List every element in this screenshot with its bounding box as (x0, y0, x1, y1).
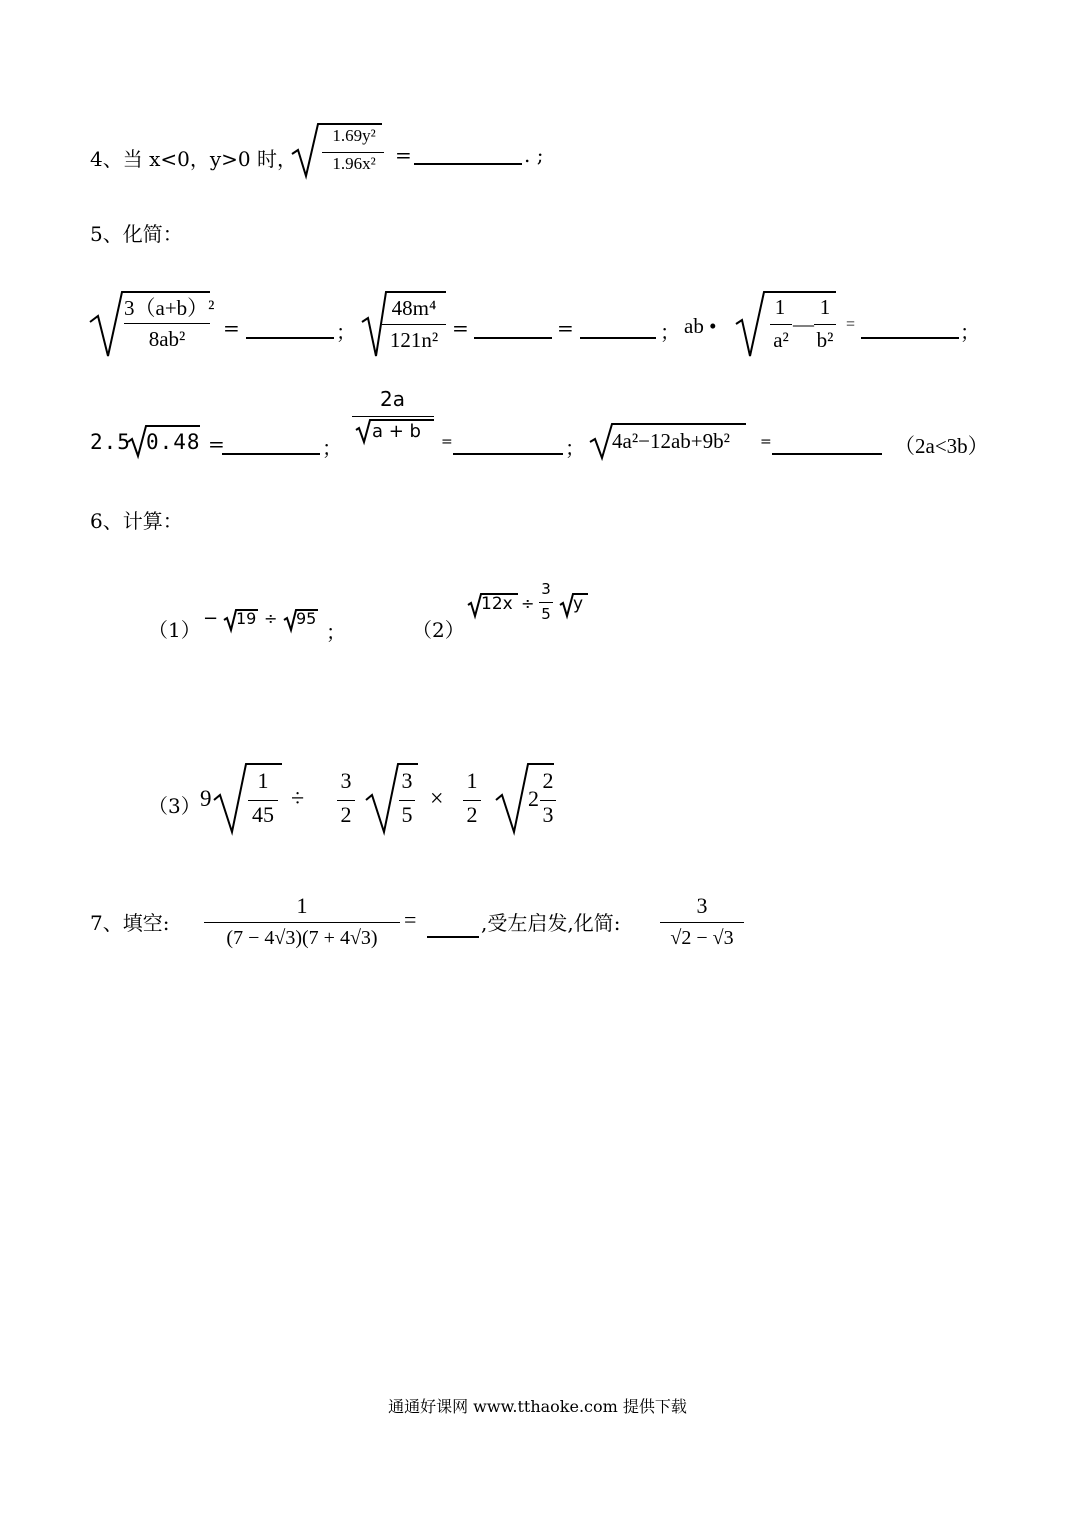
q5-e6-blank[interactable] (772, 453, 882, 455)
q6-p3-half-den: 2 (466, 802, 478, 827)
q5-e2-equals-1: = (452, 316, 469, 340)
q6-p1-radicand-2: 95 (296, 609, 317, 628)
q5-e3-den-1: a² (773, 328, 789, 352)
q7-fraction-bar (204, 922, 400, 923)
q6-p3-coef-num: 3 (340, 768, 352, 793)
q6-p3-num-2: 3 (401, 768, 413, 793)
q5-e3-blank[interactable] (861, 337, 959, 339)
q6-p3-coef-den: 2 (340, 802, 352, 827)
q5-e6-radicand: 4a²−12ab+9b² (612, 429, 730, 453)
q6-p3-whole: 2 (528, 786, 539, 811)
q4-prefix: 4、当 x<0，y>0 时， (90, 147, 297, 171)
q6-p2-radicand-2: y (573, 594, 584, 614)
q4-answer-blank[interactable] (414, 163, 522, 165)
q4-equals: = (395, 143, 412, 167)
q7-numerator: 1 (296, 893, 308, 918)
q5-e3-sep: ； (960, 320, 980, 344)
q5-e4-equals: = (208, 432, 225, 456)
q6-p3-half-bar (463, 800, 481, 801)
q4-fraction-bar (322, 152, 384, 153)
q5-e2-blank-1[interactable] (474, 337, 552, 339)
q6-p1-neg: − (203, 608, 219, 629)
q7-denominator: (7 − 4√3)(7 + 4√3) (226, 927, 378, 949)
q5-e2-sep: ； (660, 320, 680, 344)
q5-title: 5、化简： (90, 222, 183, 246)
q7-numerator-2: 3 (696, 893, 708, 918)
q5-e3-bar-2 (814, 324, 836, 325)
q6-p3-bar-3 (540, 800, 556, 801)
q7-title: 7、填空: (90, 911, 170, 935)
q4-numerator: 1.69y² (332, 126, 376, 145)
q5-e3-prefix: ab • (684, 314, 717, 338)
q5-e1-sep: ； (336, 320, 356, 344)
q6-p3-bar-1 (248, 800, 278, 801)
q5-e6-equals: = (760, 434, 772, 450)
q6-p1-label: （1） (148, 618, 201, 642)
q5-e5-equals: = (441, 434, 453, 450)
q4-suffix: . ; (524, 143, 544, 167)
q6-p1-radicand-1: 19 (236, 609, 257, 628)
q5-e4-blank[interactable] (222, 453, 320, 455)
q6-p3-times: × (430, 786, 444, 812)
q5-e2-numerator: 48m⁴ (391, 296, 437, 320)
q5-e5-fraction-bar (352, 416, 434, 417)
q5-e1-denominator: 8ab² (148, 327, 186, 351)
q5-e1-numerator: 3（a+b）² (124, 296, 215, 320)
q7-fraction-bar-2 (660, 922, 744, 923)
q7-hint: ,受左启发,化简: (481, 911, 621, 935)
q6-p2-label: （2） (412, 618, 465, 642)
q6-p3-coef-bar (337, 800, 355, 801)
q6-p2-radicand-1: 12x (481, 594, 513, 614)
q6-p2-div: ÷ (521, 594, 535, 613)
q5-e5-den-radicand: a + b (372, 421, 421, 442)
q6-p3-num-1: 1 (257, 768, 269, 793)
q7-denominator-2: √2 − √3 (670, 927, 734, 949)
q5-e3-bar-1 (770, 324, 792, 325)
q5-e4-coef: 2.5 (90, 430, 131, 454)
q6-p1-div: ÷ (264, 609, 278, 628)
q5-e3-num-2: 1 (819, 295, 831, 319)
q5-e4-radicand: 0.48 (146, 430, 201, 454)
q6-p3-bar-2 (399, 800, 415, 801)
q5-e3-num-1: 1 (774, 295, 786, 319)
q6-p3-label: （3） (148, 794, 201, 818)
q6-p3-div: ÷ (291, 786, 305, 812)
q4-denominator: 1.96x² (332, 154, 376, 173)
q5-e3-den-2: b² (816, 328, 834, 352)
q6-p3-half-num: 1 (466, 768, 478, 793)
q5-e2-denominator: 121n² (389, 328, 439, 352)
q6-p3-den-3: 3 (542, 802, 554, 827)
q5-e5-blank[interactable] (453, 453, 563, 455)
q6-p2-den: 5 (541, 605, 551, 623)
q5-e2-blank-2[interactable] (580, 337, 656, 339)
q5-e1-blank[interactable] (246, 337, 334, 339)
q6-p3-coef: 9 (200, 786, 212, 811)
q5-e3-equals: = (846, 316, 856, 333)
q6-p2-num: 3 (541, 580, 551, 598)
q5-e2-fraction-bar (382, 324, 446, 325)
q7-equals: = (404, 907, 417, 932)
q6-p1-sep: ； (326, 620, 346, 644)
q5-e3-minus: — (793, 312, 814, 336)
q5-e2-equals-2: = (557, 316, 574, 340)
q7-answer-blank[interactable] (427, 936, 479, 938)
q5-e1-equals: = (223, 316, 240, 340)
q6-p3-den-2: 5 (401, 802, 413, 827)
q5-e1-fraction-bar (124, 323, 210, 324)
q5-e6-condition: （2a<3b） (894, 434, 989, 458)
q6-p3-num-3: 2 (542, 768, 554, 793)
q5-e5-sep: ； (565, 436, 585, 460)
q6-title: 6、计算： (90, 509, 183, 533)
q6-p3-den-1: 45 (252, 802, 274, 827)
q6-p2-bar (539, 602, 553, 603)
q5-e4-sep: ； (322, 436, 342, 460)
q5-e5-numerator: 2a (380, 387, 405, 411)
page-footer: 通通好课网 www.tthaoke.com 提供下载 (388, 1397, 687, 1416)
